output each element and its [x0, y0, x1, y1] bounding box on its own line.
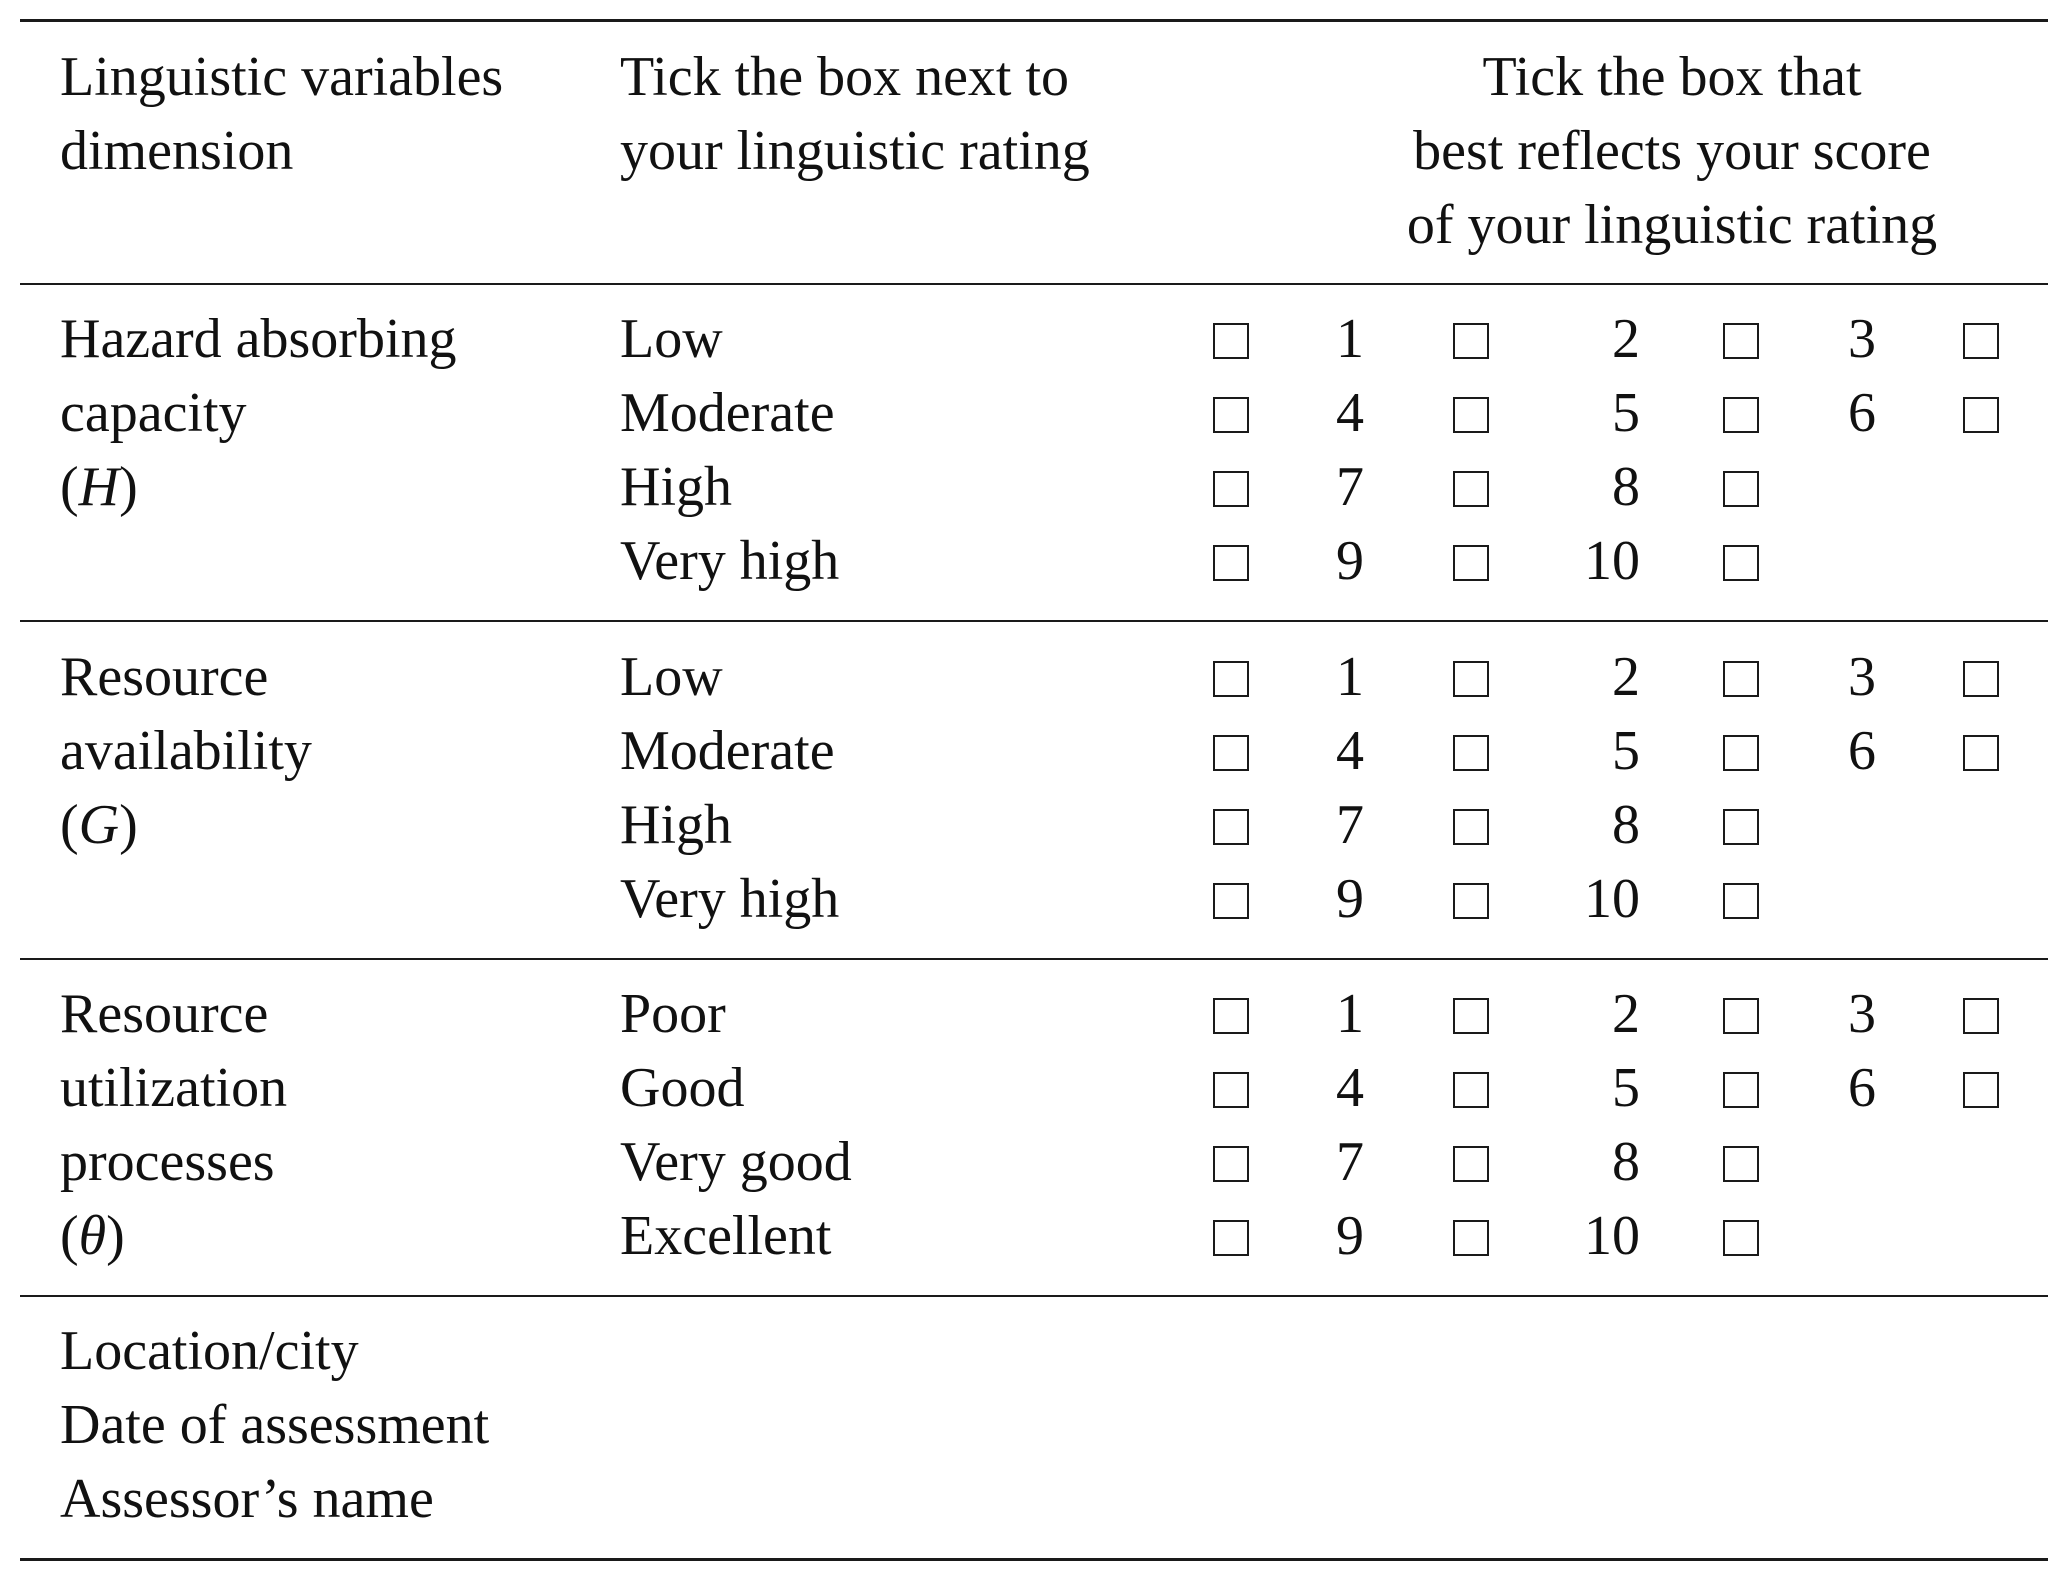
- rating-label: High: [620, 456, 732, 518]
- score-checkbox[interactable]: [1723, 883, 1759, 919]
- rating-label: Poor: [620, 983, 726, 1045]
- score-value: 1: [1336, 646, 1364, 708]
- score-checkbox[interactable]: [1723, 323, 1759, 359]
- rating-checkbox[interactable]: [1213, 809, 1249, 845]
- score-checkbox[interactable]: [1723, 1220, 1759, 1256]
- score-checkbox[interactable]: [1453, 397, 1489, 433]
- header-rating-line1: Tick the box next to: [620, 46, 1070, 108]
- score-value: 3: [1848, 983, 1876, 1045]
- header-score-line2: best reflects your score: [1413, 120, 1931, 182]
- score-checkbox[interactable]: [1963, 661, 1999, 697]
- header-rule: [20, 283, 2048, 285]
- rating-checkbox[interactable]: [1213, 735, 1249, 771]
- score-value: 7: [1336, 1131, 1364, 1193]
- location-label: Location/city: [60, 1320, 359, 1382]
- top-rule: [20, 19, 2048, 22]
- rating-label: Very good: [620, 1131, 852, 1193]
- dimension-name-line: capacity: [60, 382, 247, 444]
- header-score-line3: of your linguistic rating: [1406, 194, 1938, 256]
- symbol-open-paren: (: [60, 1205, 79, 1267]
- score-value: 6: [1848, 1057, 1876, 1119]
- rating-checkbox[interactable]: [1213, 998, 1249, 1034]
- score-checkbox[interactable]: [1453, 323, 1489, 359]
- score-value: 10: [1584, 1205, 1640, 1267]
- score-checkbox[interactable]: [1963, 735, 1999, 771]
- score-checkbox[interactable]: [1723, 471, 1759, 507]
- rating-label: Good: [620, 1057, 745, 1119]
- dimension-name-line: Resource: [60, 646, 269, 708]
- score-checkbox[interactable]: [1963, 1072, 1999, 1108]
- score-value: 3: [1848, 308, 1876, 370]
- score-value: 4: [1336, 382, 1364, 444]
- score-checkbox[interactable]: [1453, 883, 1489, 919]
- dimension-name-line: availability: [60, 720, 312, 782]
- score-value: 9: [1336, 530, 1364, 592]
- dimension-name-line: utilization: [60, 1057, 288, 1119]
- score-value: 10: [1584, 530, 1640, 592]
- rating-checkbox[interactable]: [1213, 1220, 1249, 1256]
- header-dimension-line1: Linguistic variables: [60, 46, 504, 108]
- header-dimension-line2: dimension: [60, 120, 294, 182]
- score-checkbox[interactable]: [1723, 735, 1759, 771]
- assessment-date-label: Date of assessment: [60, 1394, 490, 1456]
- rating-checkbox[interactable]: [1213, 323, 1249, 359]
- score-checkbox[interactable]: [1453, 1072, 1489, 1108]
- rating-label: Moderate: [620, 382, 835, 444]
- score-checkbox[interactable]: [1453, 545, 1489, 581]
- score-value: 9: [1336, 1205, 1364, 1267]
- header-score-line1: Tick the box that: [1482, 46, 1862, 108]
- score-value: 5: [1612, 720, 1640, 782]
- rating-label: High: [620, 794, 732, 856]
- dimension-name-line: Resource: [60, 983, 269, 1045]
- symbol-letter: θ: [78, 1205, 107, 1267]
- score-value: 7: [1336, 794, 1364, 856]
- score-value: 8: [1612, 456, 1640, 518]
- score-value: 8: [1612, 794, 1640, 856]
- rating-checkbox[interactable]: [1213, 471, 1249, 507]
- symbol-letter: G: [78, 794, 120, 856]
- score-checkbox[interactable]: [1723, 1072, 1759, 1108]
- rating-checkbox[interactable]: [1213, 883, 1249, 919]
- score-value: 5: [1612, 382, 1640, 444]
- score-checkbox[interactable]: [1453, 471, 1489, 507]
- score-value: 10: [1584, 868, 1640, 930]
- rating-label: Low: [620, 646, 723, 708]
- section-divider: [20, 958, 2048, 960]
- symbol-close-paren: ): [119, 456, 138, 518]
- score-checkbox[interactable]: [1963, 998, 1999, 1034]
- score-value: 3: [1848, 646, 1876, 708]
- dimension-name-line: processes: [60, 1131, 275, 1193]
- score-value: 2: [1612, 308, 1640, 370]
- symbol-close-paren: ): [119, 794, 138, 856]
- score-checkbox[interactable]: [1723, 998, 1759, 1034]
- score-checkbox[interactable]: [1453, 998, 1489, 1034]
- score-value: 1: [1336, 983, 1364, 1045]
- score-checkbox[interactable]: [1723, 661, 1759, 697]
- rating-label: Moderate: [620, 720, 835, 782]
- score-checkbox[interactable]: [1723, 397, 1759, 433]
- section-divider: [20, 1295, 2048, 1297]
- score-value: 5: [1612, 1057, 1640, 1119]
- score-checkbox[interactable]: [1963, 323, 1999, 359]
- score-value: 6: [1848, 382, 1876, 444]
- score-checkbox[interactable]: [1723, 545, 1759, 581]
- header-rating-line2: your linguistic rating: [620, 120, 1090, 182]
- score-value: 1: [1336, 308, 1364, 370]
- symbol-open-paren: (: [60, 456, 79, 518]
- section-divider: [20, 620, 2048, 622]
- rating-checkbox[interactable]: [1213, 1072, 1249, 1108]
- dimension-symbol: [60, 788, 138, 862]
- rating-checkbox[interactable]: [1213, 397, 1249, 433]
- rating-label: Excellent: [620, 1205, 832, 1267]
- score-value: 2: [1612, 646, 1640, 708]
- bottom-rule: [20, 1558, 2048, 1561]
- score-value: 8: [1612, 1131, 1640, 1193]
- score-checkbox[interactable]: [1723, 1146, 1759, 1182]
- score-checkbox[interactable]: [1723, 809, 1759, 845]
- score-checkbox[interactable]: [1453, 1146, 1489, 1182]
- score-checkbox[interactable]: [1453, 661, 1489, 697]
- dimension-symbol: [60, 1199, 125, 1273]
- score-value: 4: [1336, 720, 1364, 782]
- assessor-name-label: Assessor’s name: [60, 1468, 434, 1530]
- score-checkbox[interactable]: [1453, 1220, 1489, 1256]
- score-value: 6: [1848, 720, 1876, 782]
- score-checkbox[interactable]: [1453, 809, 1489, 845]
- rating-checkbox[interactable]: [1213, 1146, 1249, 1182]
- score-value: 9: [1336, 868, 1364, 930]
- symbol-close-paren: ): [106, 1205, 125, 1267]
- rating-label: Very high: [620, 530, 840, 592]
- rating-checkbox[interactable]: [1213, 545, 1249, 581]
- score-value: 7: [1336, 456, 1364, 518]
- score-value: 4: [1336, 1057, 1364, 1119]
- score-value: 2: [1612, 983, 1640, 1045]
- dimension-symbol: [60, 450, 138, 524]
- symbol-open-paren: (: [60, 794, 79, 856]
- dimension-name-line: Hazard absorbing: [60, 308, 457, 370]
- symbol-letter: H: [78, 456, 120, 518]
- score-checkbox[interactable]: [1453, 735, 1489, 771]
- rating-label: Low: [620, 308, 723, 370]
- score-checkbox[interactable]: [1963, 397, 1999, 433]
- rating-label: Very high: [620, 868, 840, 930]
- rating-checkbox[interactable]: [1213, 661, 1249, 697]
